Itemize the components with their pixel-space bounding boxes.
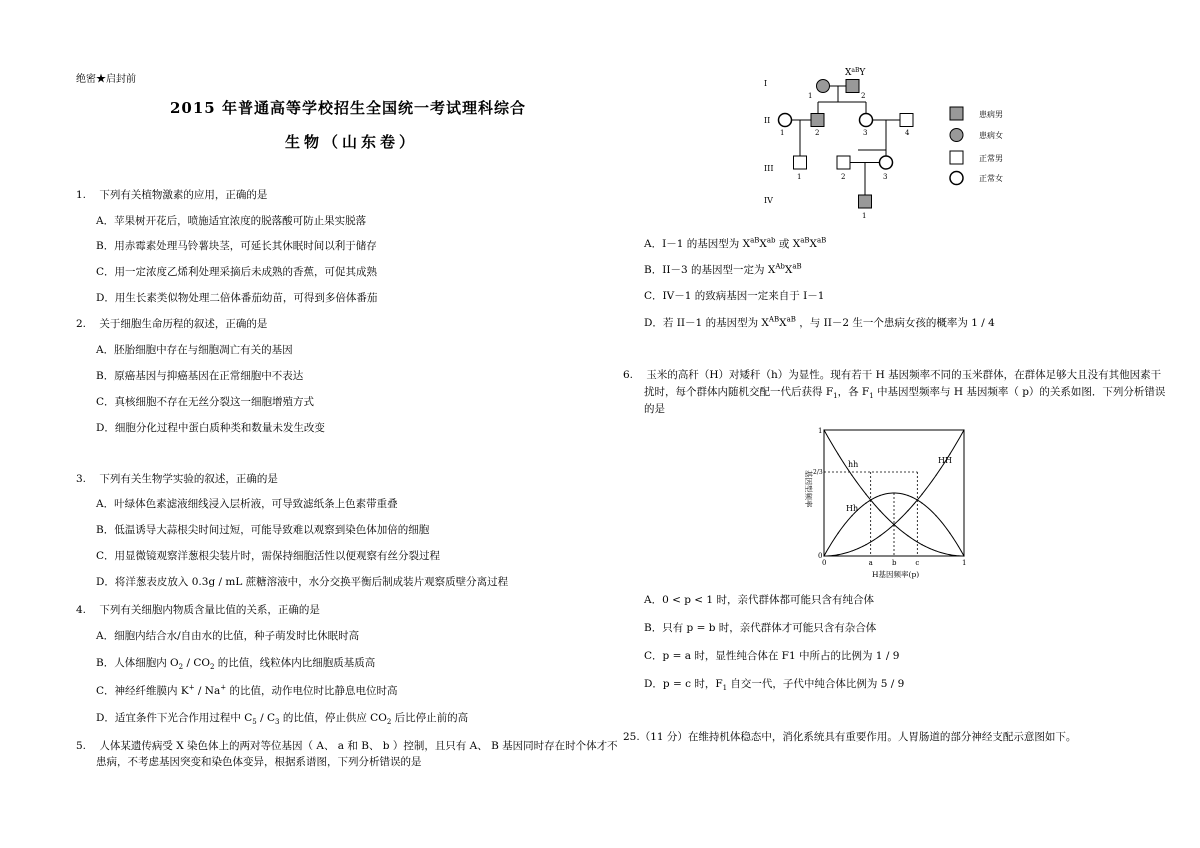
x-tick-3: c bbox=[915, 559, 920, 567]
point-hh-8 bbox=[935, 550, 936, 551]
y-tick-0: 0 bbox=[818, 552, 823, 560]
label-Hh: Hh bbox=[846, 504, 859, 513]
generation-label-1: I bbox=[764, 79, 768, 88]
svg-text:2: 2 bbox=[815, 129, 820, 137]
point-hh-6 bbox=[907, 535, 908, 536]
point-Hh-4 bbox=[879, 495, 880, 496]
individual-II-1 bbox=[779, 114, 792, 127]
point-HH-1 bbox=[837, 554, 838, 555]
q1-option-d: D．用生长素类似物处理二倍体番茄幼苗，可得到多倍体番茄 bbox=[96, 292, 378, 304]
label-HH: HH bbox=[938, 456, 952, 465]
point-HH-6 bbox=[907, 510, 908, 511]
point-Hh-8 bbox=[935, 515, 936, 516]
point-hh-4 bbox=[879, 510, 880, 511]
point-Hh-7 bbox=[921, 502, 922, 503]
q1-option-b: B．用赤霉素处理马铃薯块茎，可延长其休眠时间以利于储存 bbox=[96, 240, 377, 252]
question-6-line3: 的是 bbox=[644, 403, 665, 415]
question-1: 1. 下列有关植物激素的应用，正确的是 bbox=[76, 189, 268, 201]
genotype-label: $X^{aB}Y$ bbox=[845, 67, 866, 78]
individual-II-3 bbox=[860, 114, 873, 127]
q3-option-a: A．叶绿体色素滤液细线浸入层析液，可导致滤纸条上色素带重叠 bbox=[96, 498, 398, 510]
secret-label: 绝密★启封前 bbox=[76, 74, 136, 85]
x-axis-label: H基因频率(p) bbox=[872, 570, 920, 579]
generation-label-3: III bbox=[764, 164, 774, 173]
point-Hh-2 bbox=[851, 515, 852, 516]
q2-option-c: C．真核细胞不存在无丝分裂这一细胞增殖方式 bbox=[96, 396, 315, 408]
svg-text:2: 2 bbox=[841, 173, 846, 181]
q4-option-b: B．人体细胞内 $O_2 / CO_2$ 的比值，线粒体内比细胞质基质高 bbox=[96, 657, 376, 672]
individual-I-2 bbox=[846, 80, 859, 93]
svg-text:1: 1 bbox=[862, 212, 867, 220]
q1-option-c: C．用一定浓度乙烯利处理采摘后未成熟的香蕉，可促其成熟 bbox=[96, 266, 378, 278]
legend-normal-female: 正常女 bbox=[979, 174, 1003, 183]
legend-normal-male-icon bbox=[950, 151, 963, 164]
generation-label-2: II bbox=[764, 116, 771, 125]
point-HH-4 bbox=[879, 535, 880, 536]
point-hh-1 bbox=[837, 453, 838, 454]
q5-option-d: D．若 II－1 的基因型为 $X^{AB}X^{aB}$ ，与 II－2 生一个患病女孩的概率为 1 / 4 bbox=[644, 315, 995, 329]
svg-text:1: 1 bbox=[797, 173, 802, 181]
question-3: 3. 下列有关生物学实验的叙述，正确的是 bbox=[76, 473, 278, 485]
q5-option-b: B．II－3 的基因型一定为 $X^{Ab}X^{aB}$ bbox=[644, 262, 802, 276]
q3-option-c: C．用显微镜观察洋葱根尖装片时，需保持细胞活性以便观察有丝分裂过程 bbox=[96, 550, 441, 562]
point-hh-9 bbox=[949, 554, 950, 555]
label-hh: hh bbox=[848, 460, 859, 469]
x-tick-1: a bbox=[868, 559, 873, 567]
point-HH-3 bbox=[865, 544, 866, 545]
q5-option-a: A．I－1 的基因型为 $X^{aB}X^{ab}$ 或 $X^{aB}X^{aB}$ bbox=[644, 236, 827, 250]
point-hh-2 bbox=[851, 475, 852, 476]
point-HH-5 bbox=[893, 524, 894, 525]
legend-affected-male: 患病男 bbox=[979, 110, 1003, 119]
q6-option-d: D．p = c 时，$F_1$ 自交一代，子代中纯合体比例为 5 / 9 bbox=[644, 678, 905, 693]
q4-option-d: D．适宜条件下光合作用过程中 $C_5 / C_3$ 的比值，停止供应 $CO_2$ 后比停止前的高 bbox=[96, 712, 469, 727]
question-6-line2: 扰时，每个群体内随机交配一代后获得 $F_1$，各 $F_1$ 中基因型频率与 H 基因频率（ p）的关系如图．下列分析错误 bbox=[644, 386, 1166, 401]
q3-option-d: D．将洋葱表皮放入 0.3g / mL 蔗糖溶液中，水分交换平衡后制成装片观察质壁分离过程 bbox=[96, 576, 509, 588]
point-hh-7 bbox=[921, 544, 922, 545]
svg-text:3: 3 bbox=[883, 173, 888, 181]
individual-IV-1 bbox=[859, 195, 872, 208]
q4-option-a: A．细胞内结合水/自由水的比值，种子萌发时比休眠时高 bbox=[96, 630, 360, 642]
question-5-line1: 5. 人体某遗传病受 X 染色体上的两对等位基因（ A、 a 和 B、 b ）控制，且只有 A、 B 基因同时存在时个体才不 bbox=[76, 740, 618, 752]
individual-I-1 bbox=[817, 80, 830, 93]
point-hh-3 bbox=[865, 494, 866, 495]
q4-option-c: C．神经纤维膜内 K+ / Na+ 的比值，动作电位时比静息电位时高 bbox=[96, 683, 398, 697]
individual-II-2 bbox=[811, 114, 824, 127]
point-HH-10 bbox=[963, 429, 964, 430]
point-HH-9 bbox=[949, 453, 950, 454]
q6-option-b: B．只有 p = b 时，亲代群体才可能只含有杂合体 bbox=[644, 622, 877, 634]
q2-option-b: B．原癌基因与抑癌基因在正常细胞中不表达 bbox=[96, 370, 304, 382]
q2-option-a: A．胚胎细胞中存在与细胞凋亡有关的基因 bbox=[96, 344, 293, 356]
q2-option-d: D．细胞分化过程中蛋白质种类和数量未发生改变 bbox=[96, 422, 325, 434]
svg-text:1: 1 bbox=[780, 129, 785, 137]
point-Hh-0 bbox=[823, 555, 824, 556]
y-axis-label: 基因型频率 bbox=[804, 470, 813, 508]
question-6-line1: 6. 玉米的高秆（H）对矮秆（h）为显性。现有若干 H 基因频率不同的玉米群体，在群体足够大且没有其他因素干 bbox=[623, 369, 1162, 381]
point-HH-2 bbox=[851, 550, 852, 551]
question-25: 25.（11 分）在维持机体稳态中，消化系统具有重要作用。人胃肠道的部分神经支配示意图如下。 bbox=[623, 731, 1077, 743]
q6-option-c: C．p = a 时，显性纯合体在 F1 中所占的比例为 1 / 9 bbox=[644, 650, 900, 662]
x-tick-2: b bbox=[892, 559, 897, 567]
generation-label-4: IV bbox=[764, 196, 773, 205]
point-HH-8 bbox=[935, 475, 936, 476]
svg-text:4: 4 bbox=[905, 129, 910, 137]
individual-III-1 bbox=[794, 156, 807, 169]
genotype-frequency-chart bbox=[780, 420, 980, 585]
legend-normal-female-icon bbox=[950, 172, 963, 185]
y-mark-2-3: 2/3 bbox=[813, 469, 823, 476]
individual-II-4 bbox=[900, 114, 913, 127]
page-title: 2015 年普通高等学校招生全国统一考试理科综合 bbox=[170, 99, 526, 117]
question-2: 2. 关于细胞生命历程的叙述，正确的是 bbox=[76, 318, 268, 330]
point-Hh-1 bbox=[837, 533, 838, 534]
svg-text:3: 3 bbox=[863, 129, 868, 137]
svg-text:1: 1 bbox=[808, 92, 813, 100]
question-5-line2: 患病，不考虑基因突变和染色体变异，根据系谱图，下列分析错误的是 bbox=[96, 756, 422, 768]
x-tick-0: 0 bbox=[822, 559, 827, 567]
q6-option-a: A．0 < p < 1 时，亲代群体都可能只含有纯合体 bbox=[644, 594, 874, 606]
individual-III-3 bbox=[880, 156, 893, 169]
q5-option-c: C．IV－1 的致病基因一定来自于 I－1 bbox=[644, 290, 825, 302]
point-Hh-3 bbox=[865, 502, 866, 503]
y-tick-1: 1 bbox=[818, 427, 823, 435]
point-hh-0 bbox=[823, 429, 824, 430]
point-Hh-6 bbox=[907, 495, 908, 496]
legend-affected-female-icon bbox=[950, 129, 963, 142]
svg-text:2: 2 bbox=[861, 92, 866, 100]
point-HH-7 bbox=[921, 494, 922, 495]
individual-III-2 bbox=[837, 156, 850, 169]
x-tick-4: 1 bbox=[962, 559, 967, 567]
point-Hh-10 bbox=[963, 555, 964, 556]
question-4: 4. 下列有关细胞内物质含量比值的关系，正确的是 bbox=[76, 604, 320, 616]
pedigree-diagram bbox=[755, 62, 1035, 224]
point-Hh-9 bbox=[949, 533, 950, 534]
page-subtitle: 生物（山东卷） bbox=[285, 133, 419, 151]
q3-option-b: B．低温诱导大蒜根尖时间过短，可能导致难以观察到染色体加倍的细胞 bbox=[96, 524, 430, 536]
legend-affected-male-icon bbox=[950, 107, 963, 120]
q1-option-a: A．苹果树开花后，喷施适宜浓度的脱落酸可防止果实脱落 bbox=[96, 215, 367, 227]
legend-normal-male: 正常男 bbox=[979, 154, 1003, 163]
legend-affected-female: 患病女 bbox=[979, 131, 1003, 140]
